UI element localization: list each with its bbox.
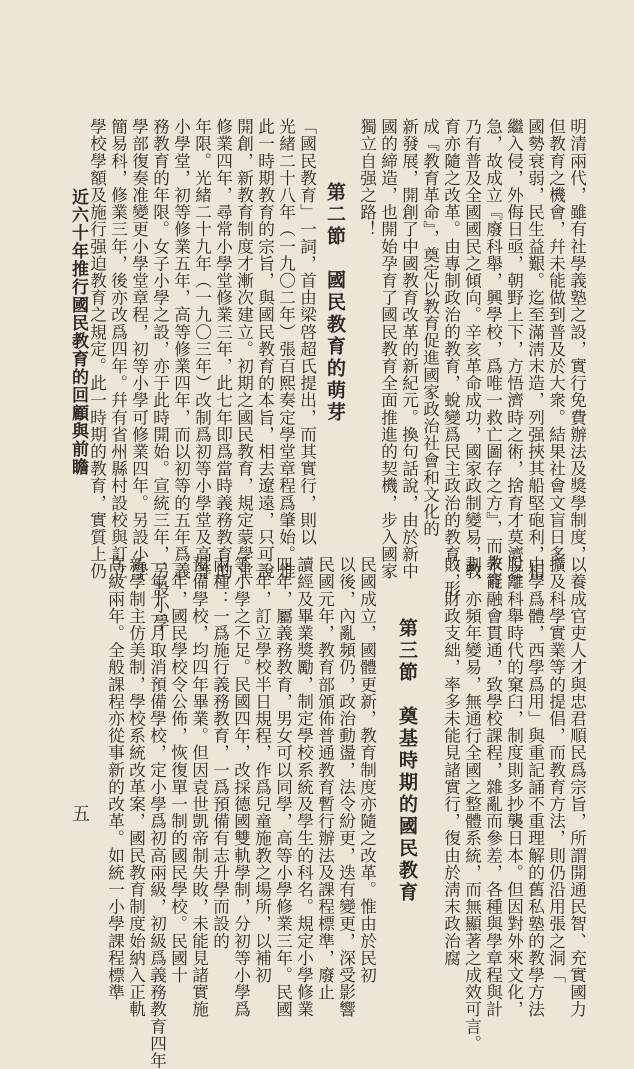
text-column: 學部復奏准變更小學堂章程，初等小學可修業四年。另設小學 [129,118,149,580]
text-column: 修業四年，尋常小學堂修業三年，此七年即爲當時義務教育的 [213,118,233,580]
page-number: 五 [72,804,90,825]
text-column: 預備學校，均四年畢業。但因袁世凱帝制失敗，未能見諸實施 [189,556,209,1018]
text-column: 此一時期教育的宗旨，與國民教育的本旨，相去遼遠，只可說 [255,118,275,580]
text-column: 成『教育革命』，奠定以教育促進國家政治社會和文化的 [420,118,440,538]
text-column: 但教育之機會，幷未能做到普及於大衆。結果社會文盲日多， [546,118,566,580]
text-column: 急，故成立『廢科舉，興學校，爲唯一救亡圖存之方』，而教育 [483,118,503,589]
text-column: 三年，訂立學校半日規程，作爲兒童施教之場所，以補初 [252,556,272,984]
text-column: 高級兩年。全般課程亦從事新的改革。如統一小學課程標準 [105,556,125,1001]
text-column: 繼入侵，外侮日亟，朝野上下，方悟濟時之術，捨育才莫濟之 [504,118,524,580]
text-column: 簡易科，修業三年，後亦改爲四年。幷有省州縣村設校與訂立 [108,118,128,580]
text-column: 明清兩代，雖有社學義塾之設，實行免費辦法及獎學制度， [567,118,587,563]
text-column: 乃有普及全國國民之傾向。辛亥革命成功，國家政制變易，教 [462,118,482,580]
text-column: 民國成立，國體更新，教育制度亦隨之改革。惟由於民初 [357,556,377,984]
text-column: 開創，新教育制度才漸次建立。初期之國民教育，規定蒙學堂 [234,118,254,580]
text-column: 國的締造，也開始孕育了國民教育全面推進的契機，步入國家 [378,118,398,580]
text-column: 擴及科學實業等的提倡，而教育方法，則仍沿用張之洞「 [546,556,566,984]
text-column: 新學制主仿美制，學校系統改革案，國民教育制度始納入正軌 [126,556,146,1018]
text-column: 國勢衰弱，民生益艱。迄至滿淸末造，列强挾其船堅砲利，相 [525,118,545,580]
running-header: 近六十年推行國民教育的回顧與前瞻 [68,188,88,476]
text-column: 學校學額及施行强迫教育之規定。此一時期的教育，實質上仍 [87,118,107,580]
text-column: 年限。光緒二十九年（一九〇三年）改制爲初等小學堂及高等 [192,118,212,580]
text-column: 一年，國民學校令公佈，恢復單一制的國民學校。民國十 [168,556,188,984]
section-heading: 第二節 國民教育的萌芽 [324,182,346,424]
text-column: 光緒二十八年（一九〇二年）張百熙奏定學堂章程爲肇始。惟 [276,118,296,580]
text-column: 以養成官吏人才與忠君順民爲宗旨，所謂開通民智、充實國力 [567,556,587,1018]
text-column: 民國元年，教育部頒佈普通教育暫行辦法及課程標準，廢止 [315,556,335,1001]
text-column: 四年，屬義務教育，男女可以同學，高等小學修業三年。民國 [273,556,293,1018]
text-column: 一年十一月取消預備學校，定小學爲初高兩級，初級爲義務教育四年 [147,556,167,1069]
text-column: 「國民教育」一詞，首由梁啓超氏提出，而其實行，則以 [297,118,317,546]
text-column: 獨立自强之路！ [357,118,377,238]
text-column: 劃，亦頻年變易，無通行全國之整體系統，而無顯著之成效可言。 [462,556,482,1052]
text-column: 等小學之不足。民國四年，改採德國雙軌學制，分初等小學爲 [231,556,251,1018]
section-heading: 第三節 奠基時期的國民教育 [396,618,418,904]
text-column: 務教育的年限。女子小學之設，亦于此時開始。宣統三年，另設小學 [150,118,170,631]
text-column: 新發展，開創了中國教育改革的新紀元。換句話說，由於新中 [399,118,419,580]
text-column: 以後，內亂頻仍，政治動盪，法令紛更，迭有變更，深受影響 [336,556,356,1018]
text-column: 脫離科舉時代的窠臼，制度則多抄襲日本。但因對外來文化， [504,556,524,1018]
text-column: 中學爲體，西學爲用」與重記誦不重理解的舊私塾的教學方法 [525,556,545,1018]
text-column: 小學堂，初等修業五年，高等修業四年，而以初等的五年爲義 [171,118,191,580]
text-column: 敗，財政支絀，率多未能見諸實行，復由於淸末政治腐 [441,556,461,967]
text-column: 兩種：一爲施行義務教育，一爲預備有志升學而設的 [210,556,230,950]
text-column: 讀經及畢業獎勵，制定學校系統及學生的科名。規定小學修業 [294,556,314,1018]
text-column: 未能融會貫通，致學校課程，雜亂而參差，各種與學章程與計 [483,556,503,1018]
text-column: 育亦隨之改革。由專制政治的教育，蛻變爲民主政治的教育，形 [441,118,461,597]
